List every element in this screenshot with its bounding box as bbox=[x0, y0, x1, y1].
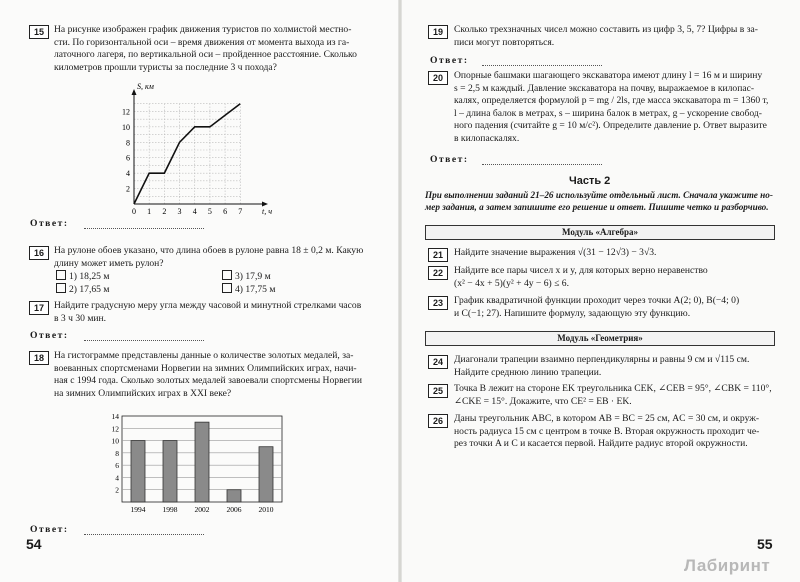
x-tick-label: 6 bbox=[223, 207, 228, 216]
answer-label-20: Ответ: bbox=[430, 154, 469, 165]
q20-text bbox=[454, 70, 784, 146]
part-2-title: Часть 2 bbox=[569, 175, 611, 187]
answer-label-15: Ответ: bbox=[30, 218, 69, 229]
q26-line: рез точки A и C и касается первой. Найдите радиус второй окружности. bbox=[454, 438, 748, 450]
book-gutter bbox=[398, 0, 402, 582]
q24-number: 24 bbox=[428, 355, 448, 369]
y-tick-label: 8 bbox=[126, 138, 130, 148]
q15-line: На рисунке изображен график движения туристов по холмистой местно- bbox=[54, 24, 352, 35]
q15-text bbox=[54, 24, 384, 74]
answer-line-19[interactable] bbox=[482, 65, 602, 66]
option-label: 1) 18,25 м bbox=[69, 271, 110, 282]
q23-text bbox=[454, 295, 784, 320]
bar-2006 bbox=[227, 490, 241, 502]
q22-line: (x² − 4x + 5)(y² + 4y − 6) ≤ 6. bbox=[454, 277, 569, 289]
q20-line: Опорные башмаки шагающего экскаватора имеют длину l = 16 м и ширину bbox=[454, 70, 763, 81]
q18-line: ная с 1994 года. Сколько золотых медалей завоевали спортсмены Норвегии bbox=[54, 375, 363, 387]
q15-line: сти. По горизонтальной оси – время движения от момента выхода из га- bbox=[54, 36, 350, 48]
bar-2002 bbox=[195, 422, 209, 502]
y-tick-label: 6 bbox=[126, 153, 130, 163]
y-tick-label: 8 bbox=[115, 448, 119, 458]
y-axis-arrow bbox=[132, 89, 137, 95]
q20-line: ного падения (считайте g = 10 м/с²). Определите давление p. Ответ выразите bbox=[454, 120, 767, 132]
x-tick-label: 3 bbox=[177, 207, 182, 216]
q18-line: воеванных спортсменами Норвегии на зимних Олимпийских играх, начи- bbox=[54, 362, 357, 374]
q25-number: 25 bbox=[428, 384, 448, 398]
option-label: 3) 17,9 м bbox=[235, 271, 271, 282]
q23-line: График квадратичной функции проходит через точки A(2; 0), B(−4; 0) bbox=[454, 295, 740, 306]
q19-line: писи могут повторяться. bbox=[454, 36, 555, 48]
bar-1998 bbox=[163, 441, 177, 502]
x-tick-label: 4 bbox=[192, 207, 197, 216]
q19-text bbox=[454, 24, 784, 49]
answer-label-17: Ответ: bbox=[30, 330, 69, 341]
answer-label-18: Ответ: bbox=[30, 524, 69, 535]
x-axis-label: t, ч bbox=[262, 207, 273, 216]
y-tick-label: 10 bbox=[122, 122, 130, 132]
checkbox-icon[interactable] bbox=[222, 270, 232, 280]
q26-line: Даны треугольник ABC, в котором AB = BC = 25 см, AC = 30 см, и окруж- bbox=[454, 413, 760, 424]
y-axis-label: S, км bbox=[137, 82, 154, 91]
checkbox-icon[interactable] bbox=[56, 270, 66, 280]
q22-line: Найдите все пары чисел x и y, для которых верно неравенство bbox=[454, 265, 708, 276]
q17-line: в 3 ч 30 мин. bbox=[54, 312, 107, 324]
q23-number: 23 bbox=[428, 296, 448, 310]
graph-series bbox=[134, 104, 240, 204]
q21-text bbox=[454, 247, 784, 260]
q16-option-1[interactable] bbox=[56, 270, 109, 282]
q23-line: и C(−1; 27). Напишите формулу, задающую эту функцию. bbox=[454, 307, 691, 319]
q24-text bbox=[454, 354, 784, 379]
q26-text bbox=[454, 413, 784, 451]
q16-option-3[interactable] bbox=[222, 270, 271, 282]
q26-line: ность радиуса 15 см с центром в точке B. Вторая окружность проходит че- bbox=[454, 425, 760, 437]
answer-line-18[interactable] bbox=[84, 534, 204, 535]
labirint-watermark: Лабиринт bbox=[684, 556, 771, 575]
checkbox-icon[interactable] bbox=[222, 283, 232, 293]
q15-line: километров прошли туристы за последние 3 ч похода? bbox=[54, 61, 277, 73]
y-tick-label: 12 bbox=[122, 107, 130, 117]
answer-line-15[interactable] bbox=[84, 228, 204, 229]
q17-number: 17 bbox=[29, 301, 49, 315]
distance-series-line bbox=[134, 104, 240, 204]
q16-option-2[interactable] bbox=[56, 283, 109, 295]
q16-number: 16 bbox=[29, 246, 49, 260]
q24-line: Диагонали трапеции взаимно перпендикулярны и равны 9 см и √115 см. bbox=[454, 354, 750, 365]
x-tick-label: 0 bbox=[132, 207, 136, 216]
q21-line: Найдите значение выражения √(31 − 12√3) − 3√3. bbox=[454, 247, 657, 258]
q18-text bbox=[54, 350, 389, 400]
y-tick-label: 12 bbox=[111, 424, 119, 434]
graph-ticks bbox=[122, 82, 272, 216]
q25-text bbox=[454, 383, 784, 408]
medals-histogram bbox=[100, 402, 300, 520]
q24-line: Найдите среднюю линию трапеции. bbox=[454, 366, 602, 378]
y-tick-label: 4 bbox=[126, 169, 130, 179]
graph-axes bbox=[132, 89, 269, 207]
q21-number: 21 bbox=[428, 248, 448, 262]
q18-line: на зимних Олимпийских играх в XXI веке? bbox=[54, 387, 232, 399]
graph-grid bbox=[134, 104, 240, 204]
x-axis-arrow bbox=[262, 202, 268, 207]
q25-line: Точка B лежит на стороне EK треугольника CEK, ∠CEB = 95°, ∠CBK = 110°, bbox=[454, 383, 772, 394]
q20-line: калях, определяется формулой p = mg / 2ls, где масса экскаватора m = 1360 т, bbox=[454, 95, 769, 107]
q17-text bbox=[54, 300, 389, 325]
answer-label-19: Ответ: bbox=[430, 55, 469, 66]
q17-line: Найдите градусную меру угла между часовой и минутной стрелками часов bbox=[54, 300, 362, 311]
q20-line: l – длина балок в метрах, s – ширина балок в метрах, g – ускорение свобод- bbox=[454, 107, 762, 119]
answer-line-17[interactable] bbox=[84, 340, 204, 341]
q19-number: 19 bbox=[428, 25, 448, 39]
histogram-bars bbox=[131, 422, 273, 502]
option-label: 4) 17,75 м bbox=[235, 284, 276, 295]
x-tick-label: 5 bbox=[207, 207, 212, 216]
bar-2010 bbox=[259, 447, 273, 502]
q16-option-4[interactable] bbox=[222, 283, 275, 295]
x-tick-label: 1 bbox=[147, 207, 152, 216]
module-algebra-header: Модуль «Алгебра» bbox=[425, 225, 775, 240]
checkbox-icon[interactable] bbox=[56, 283, 66, 293]
q18-line: На гистограмме представлены данные о количестве золотых медалей, за- bbox=[54, 350, 354, 361]
q20-line: s = 2,5 м каждый. Давление экскаватора на почву, выражаемое в килопас- bbox=[454, 82, 755, 94]
y-tick-label: 14 bbox=[111, 412, 119, 421]
option-label: 2) 17,65 м bbox=[69, 284, 110, 295]
instruction-line: мер задания, а затем запишите его решение и ответ. Пишите четко и разборчиво. bbox=[425, 201, 769, 212]
y-tick-label: 6 bbox=[115, 461, 119, 471]
bar-1994 bbox=[131, 441, 145, 502]
y-tick-label: 2 bbox=[115, 485, 119, 495]
q25-line: ∠CKE = 15°. Докажите, что CE² = EB · EK. bbox=[454, 395, 632, 407]
y-tick-label: 2 bbox=[126, 184, 130, 194]
left-page-number: 54 bbox=[26, 536, 42, 552]
x-tick-label: 2 bbox=[162, 207, 167, 216]
right-page-number: 55 bbox=[757, 536, 773, 552]
q22-text bbox=[454, 265, 784, 290]
x-tick-label: 1998 bbox=[162, 505, 178, 514]
module-geometry-header: Модуль «Геометрия» bbox=[425, 331, 775, 346]
q15-line: латочного лагеря, по вертикальной оси – пройденное расстояние. Сколько bbox=[54, 49, 357, 61]
x-tick-label: 2010 bbox=[258, 505, 274, 514]
q16-line: длину может иметь рулон? bbox=[54, 257, 164, 269]
q19-line: Сколько трехзначных чисел можно составить из цифр 3, 5, 7? Цифры в за- bbox=[454, 24, 758, 35]
q26-number: 26 bbox=[428, 414, 448, 428]
x-tick-label: 2002 bbox=[194, 505, 210, 514]
q18-number: 18 bbox=[29, 351, 49, 365]
part-2-instructions bbox=[425, 190, 785, 213]
q16-text bbox=[54, 245, 389, 270]
x-tick-label: 1994 bbox=[130, 505, 146, 514]
q20-number: 20 bbox=[428, 71, 448, 85]
q16-line: На рулоне обоев указано, что длина обоев в рулоне равна 18 ± 0,2 м. Какую bbox=[54, 245, 364, 256]
x-tick-label: 2006 bbox=[226, 505, 242, 514]
instruction-line: При выполнении заданий 21–26 используйте отдельный лист. Сначала укажите но- bbox=[425, 190, 773, 200]
q15-number: 15 bbox=[29, 25, 49, 39]
answer-line-20[interactable] bbox=[482, 164, 602, 165]
q20-line: в килопаскалях. bbox=[454, 132, 520, 144]
y-tick-label: 4 bbox=[115, 473, 119, 483]
x-tick-label: 7 bbox=[238, 207, 243, 216]
q22-number: 22 bbox=[428, 266, 448, 280]
y-tick-label: 10 bbox=[111, 436, 119, 446]
distance-time-graph bbox=[108, 80, 278, 220]
